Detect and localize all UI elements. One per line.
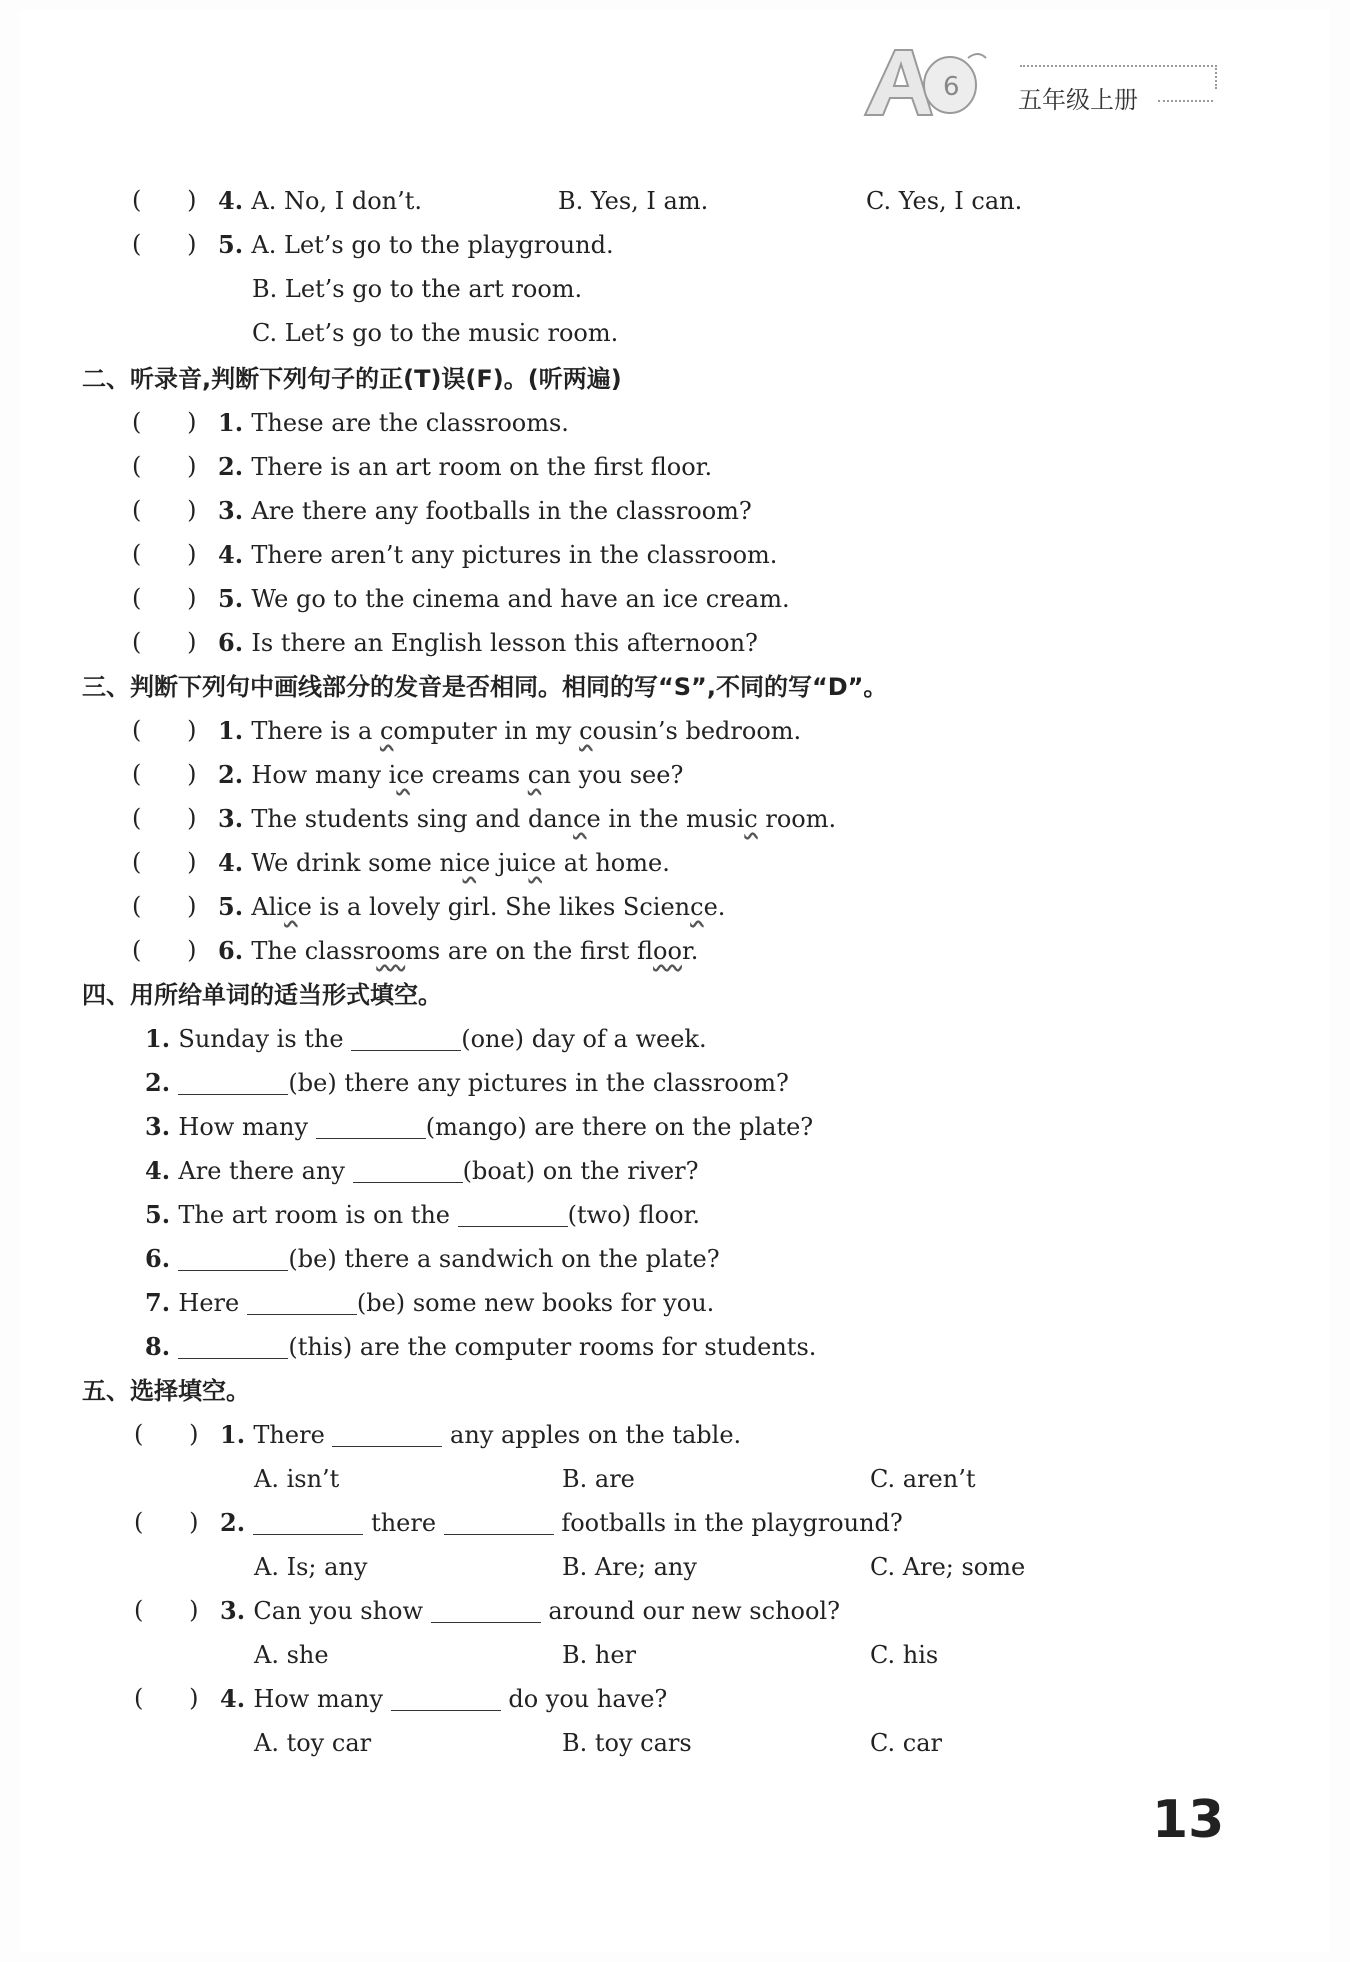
sentence-text: any apples on the table. [450,1421,742,1449]
header-dotted-rule [1158,100,1213,102]
question-number: 6. [218,628,252,657]
statement-line [218,628,758,658]
sentence-text: e is a lovely girl. She likes Scien [297,893,691,921]
question-number: 1. [218,716,252,745]
sentence-line [218,892,725,922]
question-number: 4. [218,540,252,569]
answer-parentheses[interactable]: ( ) [134,1508,199,1536]
question-number: 4. [220,1684,254,1713]
choice-question-line [220,1684,667,1714]
fill-in-blank[interactable] [391,1688,501,1711]
sentence-line [218,760,683,790]
given-word: (be) [288,1069,337,1097]
sentence-text: ms are on the first fl [405,937,654,965]
statement-line [218,452,712,482]
sentence-text: How many i [251,761,397,789]
sentence-text: floor. [638,1201,701,1229]
question-number: 8. [145,1332,179,1361]
statement-text: There aren’t any pictures in the classroom. [251,541,778,569]
option-c: C. his [870,1641,939,1669]
question-number: 3. [218,804,252,833]
fill-in-blank[interactable] [444,1512,554,1535]
option-c: C. car [870,1729,942,1757]
option-a: A. she [254,1641,329,1669]
sentence-text: Here [178,1289,240,1317]
sentence-text: are there on the plate? [534,1113,814,1141]
question-number: 7. [145,1288,179,1317]
sentence-text: footballs in the playground? [561,1509,903,1537]
question-number: 2. [220,1508,254,1537]
sentence-text: there [371,1509,437,1537]
question-number: 6. [218,936,252,965]
section-3-title: 三、判断下列句中画线部分的发音是否相同。相同的写“S”,不同的写“D”。 [82,673,888,701]
option-b: B. her [562,1641,637,1669]
underlined-letters: c [690,893,704,921]
answer-parentheses[interactable]: ( ) [132,892,197,920]
answer-parentheses[interactable]: ( ) [132,408,197,436]
sentence-line [218,716,801,746]
sentence-text: day of a week. [531,1025,707,1053]
option-b: B. Let’s go to the art room. [252,275,583,303]
question-line [218,186,422,216]
sentence-text: there any pictures in the classroom? [344,1069,789,1097]
choice-question-line [220,1596,840,1626]
given-word: (be) [356,1289,406,1317]
grade-label: 五年级上册 [1018,80,1144,115]
question-number: 4. [218,186,252,215]
option-a: A. Is; any [254,1553,368,1581]
sentence-text: We drink some ni [251,849,463,877]
fill-in-blank[interactable] [316,1116,426,1139]
answer-parentheses[interactable]: ( ) [132,452,197,480]
statement-text: Are there any footballs in the classroom? [251,497,752,525]
fill-blank-line [145,1024,707,1054]
given-word: (one) [461,1025,525,1053]
underlined-letters: c [396,761,410,789]
given-word: (two) [567,1201,632,1229]
fill-in-blank[interactable] [332,1424,442,1447]
fill-in-blank[interactable] [178,1248,288,1271]
choice-question-line [220,1508,903,1538]
option-b: B. Yes, I am. [558,187,709,215]
sentence-text: around our new school? [548,1597,840,1625]
question-number: 2. [145,1068,179,1097]
answer-parentheses[interactable]: ( ) [134,1684,199,1712]
answer-parentheses[interactable]: ( ) [132,230,197,258]
sentence-text: an you see? [541,761,684,789]
underlined-letters: c [579,717,593,745]
underlined-letters: c [379,717,394,745]
question-number: 3. [220,1596,254,1625]
option-b: B. Are; any [562,1553,697,1581]
fill-blank-line [145,1112,813,1142]
given-word: (this) [288,1333,353,1361]
question-number: 3. [145,1112,179,1141]
question-number: 2. [218,760,252,789]
sentence-text: The classr [251,937,377,965]
sentence-text: There [253,1421,325,1449]
underlined-letters: c [527,761,542,789]
given-word: (be) [288,1245,337,1273]
section-4-title: 四、用所给单词的适当形式填空。 [82,981,442,1009]
sentence-text: r. [681,937,699,965]
sentence-text: e at home. [541,849,670,877]
statement-text: There is an art room on the first floor. [251,453,713,481]
sentence-text: room. [757,805,837,833]
sentence-text: e creams [409,761,528,789]
sentence-text: Sunday is the [178,1025,344,1053]
fill-in-blank[interactable] [431,1600,541,1623]
fill-in-blank[interactable] [253,1512,363,1535]
fill-in-blank[interactable] [458,1204,568,1227]
fill-in-blank[interactable] [178,1072,288,1095]
question-number: 1. [220,1420,254,1449]
answer-parentheses[interactable]: ( ) [132,936,197,964]
question-number: 1. [218,408,252,437]
sentence-text: ousin’s bedroom. [592,717,802,745]
sentence-text: Are there any [178,1157,345,1185]
given-word: (mango) [425,1113,527,1141]
statement-line [218,408,569,438]
option-c: C. aren’t [870,1465,976,1493]
sentence-text: How many [253,1685,384,1713]
given-word: (boat) [462,1157,536,1185]
option-c: C. Let’s go to the music room. [252,319,619,347]
sentence-text: omputer in my [393,717,580,745]
answer-parentheses[interactable]: ( ) [132,716,197,744]
sentence-text: Can you show [253,1597,424,1625]
option-c: C. Are; some [870,1553,1026,1581]
answer-parentheses[interactable]: ( ) [132,540,197,568]
fill-blank-line [145,1156,699,1186]
sentence-text: do you have? [508,1685,668,1713]
sentence-text: The art room is on the [178,1201,450,1229]
question-line [218,230,614,260]
underlined-letters: c [744,805,758,833]
statement-text: We go to the cinema and have an ice cream. [251,585,790,613]
fill-in-blank[interactable] [353,1160,463,1183]
answer-parentheses[interactable]: ( ) [134,1596,199,1624]
statement-line [218,496,752,526]
question-number: 4. [218,848,252,877]
statement-text: These are the classrooms. [251,409,569,437]
underlined-letters: c [284,893,298,921]
option-a: A. Let’s go to the playground. [251,231,614,259]
answer-parentheses[interactable]: ( ) [132,848,197,876]
sentence-text: e. [703,893,726,921]
answer-parentheses[interactable]: ( ) [132,496,197,524]
sentence-text: The students sing and dan [251,805,574,833]
question-number: 2. [218,452,252,481]
option-a: A. toy car [254,1729,372,1757]
fill-blank-line [145,1200,700,1230]
choice-question-line [220,1420,741,1450]
answer-parentheses[interactable]: ( ) [132,628,197,656]
sentence-text: e jui [476,849,529,877]
sentence-text: some new books for you. [412,1289,715,1317]
option-c: C. Yes, I can. [866,187,1023,215]
question-number: 6. [145,1244,179,1273]
question-number: 3. [218,496,252,525]
fill-in-blank[interactable] [351,1028,461,1051]
option-b: B. toy cars [562,1729,692,1757]
sentence-text: e in the musi [586,805,745,833]
sentence-line [218,848,670,878]
question-number: 1. [145,1024,179,1053]
fill-blank-line [145,1288,714,1318]
sentence-text: How many [178,1113,309,1141]
sentence-text: on the river? [542,1157,699,1185]
section-2-title: 二、听录音,判断下列句子的正(T)误(F)。(听两遍) [82,365,622,393]
underlined-letters: c [528,849,542,877]
fill-blank-line [145,1332,816,1362]
sentence-text: Ali [251,893,285,921]
sentence-text: there a sandwich on the plate? [344,1245,720,1273]
question-number: 5. [218,892,252,921]
underlined-letters: c [573,805,587,833]
option-b: B. are [562,1465,635,1493]
underlined-letters: oo [653,937,682,965]
sentence-line [218,804,836,834]
underlined-letters: c [462,849,477,877]
answer-parentheses[interactable]: ( ) [132,186,197,214]
section-5-title: 五、选择填空。 [82,1377,250,1405]
page-number: 13 [1152,1790,1225,1850]
sentence-text: are the computer rooms for students. [359,1333,817,1361]
fill-blank-line [145,1244,720,1274]
question-number: 5. [218,584,252,613]
fill-in-blank[interactable] [247,1292,357,1315]
question-number: 5. [218,230,252,259]
question-number: 5. [145,1200,179,1229]
option-a: A. isn’t [254,1465,340,1493]
fill-blank-line [145,1068,789,1098]
a-plus-logo-icon [850,40,990,125]
answer-parentheses[interactable]: ( ) [132,804,197,832]
answer-parentheses[interactable]: ( ) [134,1420,199,1448]
underlined-letters: oo [376,937,406,965]
statement-line [218,540,777,570]
answer-parentheses[interactable]: ( ) [132,584,197,612]
sentence-text: There is a [251,717,380,745]
option-a: A. No, I don’t. [251,187,422,215]
answer-parentheses[interactable]: ( ) [132,760,197,788]
svg-text:6: 6 [943,72,960,102]
statement-line [218,584,790,614]
question-number: 4. [145,1156,179,1185]
statement-text: Is there an English lesson this afternoon? [251,629,758,657]
sentence-line [218,936,698,966]
fill-in-blank[interactable] [178,1336,288,1359]
